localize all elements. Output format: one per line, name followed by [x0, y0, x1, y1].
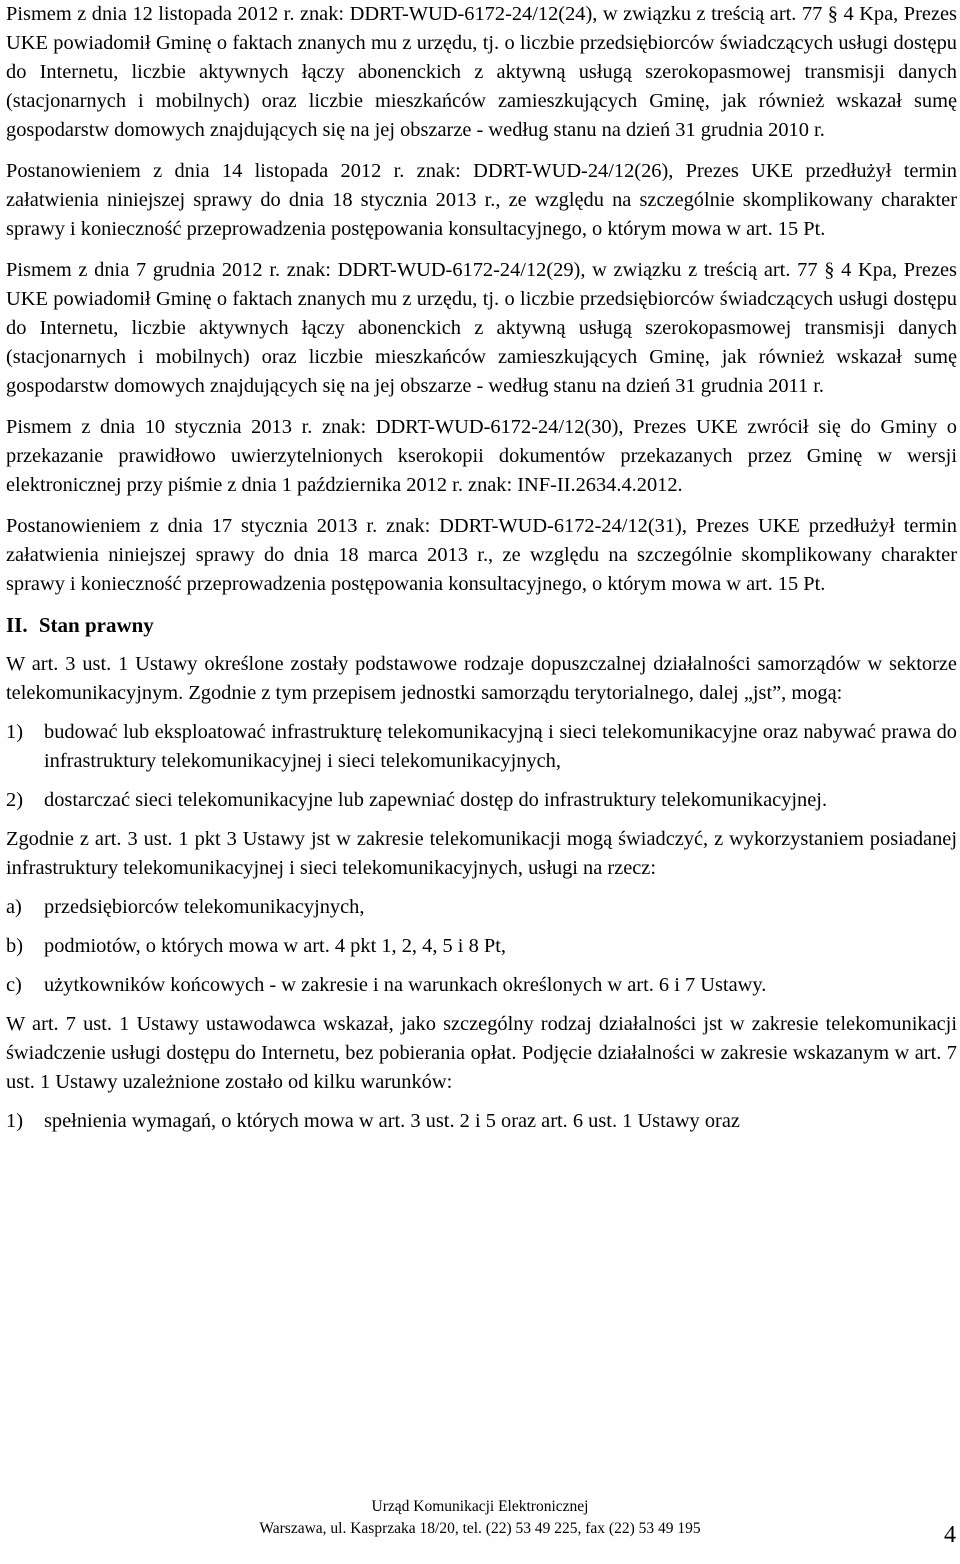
footer-address: Warszawa, ul. Kasprzaka 18/20, tel. (22) 53 49 225, fax (22) 53 49 195	[259, 1520, 701, 1537]
paragraph-postanowienie-17-stycznia: Postanowieniem z dnia 17 stycznia 2013 r. znak: DDRT-WUD-6172-24/12(31), Prezes UKE przedłużył termin załatwienia niniejszej sprawy do dnia 18 marca 2013 r., ze względu na szczególnie skomplikowany charakter sprawy i konieczność przeprowadzenia postępowania konsultacyjnego, o którym mowa w art. 15 Pt.	[6, 515, 957, 595]
footer-office-name: Urząd Komunikacji Elektronicznej	[371, 1498, 589, 1515]
section-number: II.	[6, 613, 28, 637]
list-item-text: użytkowników końcowych - w zakresie i na warunkach określonych w art. 6 i 7 Ustawy.	[44, 974, 767, 996]
list-item-text: przedsiębiorców telekomunikacyjnych,	[44, 896, 365, 918]
paragraph-art3-intro: W art. 3 ust. 1 Ustawy określone zostały podstawowe rodzaje dopuszczalnej działalności samorządów w sektorze telekomunikacyjnym. Zgodnie z tym przepisem jednostki samorządu terytorialnego, dalej „jst”, mogą:	[6, 653, 957, 704]
list-marker: 2)	[6, 789, 23, 811]
list-item	[6, 718, 957, 776]
list-item-text: spełnienia wymagań, o których mowa w art. 3 ust. 2 i 5 oraz art. 6 ust. 1 Ustawy oraz	[44, 1110, 740, 1132]
paragraph-letter-10-stycznia: Pismem z dnia 10 stycznia 2013 r. znak: DDRT-WUD-6172-24/12(30), Prezes UKE zwrócił się do Gminy o przekazanie prawidłowo uwierzytelnionych kserokopii dokumentów przekazanych przez Gminę w wersji elektronicznej przy piśmie z dnia 1 października 2012 r. znak: INF-II.2634.4.2012.	[6, 416, 957, 496]
list-item	[6, 932, 957, 961]
list-item	[6, 971, 957, 1000]
paragraph-art3-pkt3-intro: Zgodnie z art. 3 ust. 1 pkt 3 Ustawy jst w zakresie telekomunikacji mogą świadczyć, z wykorzystaniem posiadanej infrastruktury telekomunikacyjnej i sieci telekomunikacyjnych, usługi na rzecz:	[6, 828, 957, 879]
section-heading	[6, 611, 957, 640]
list-item	[6, 893, 957, 922]
document-page	[6, 0, 957, 1142]
list-item-text: budować lub eksploatować infrastrukturę telekomunikacyjną i sieci telekomunikacyjne oraz nabywać prawa do infrastruktury telekomunikacyjnej i sieci telekomunikacyjnych,	[44, 721, 957, 772]
paragraph-art7-intro: W art. 7 ust. 1 Ustawy ustawodawca wskazał, jako szczególny rodzaj działalności jst w zakresie telekomunikacji świadczenie usługi dostępu do Internetu, bez pobierania opłat. Podjęcie działalności w zakresie wskazanym w art. 7 ust. 1 Ustawy uzależnione zostało od kilku warunków:	[6, 1013, 957, 1093]
list-marker: c)	[6, 974, 22, 996]
list-marker: a)	[6, 896, 22, 918]
section-title: Stan prawny	[38, 613, 154, 637]
list-marker: b)	[6, 935, 23, 957]
page-number: 4	[944, 1522, 956, 1548]
paragraph-postanowienie-14-listopada: Postanowieniem z dnia 14 listopada 2012 r. znak: DDRT-WUD-24/12(26), Prezes UKE przedłużył termin załatwienia niniejszej sprawy do dnia 18 stycznia 2013 r., ze względu na szczególnie skomplikowany charakter sprawy i konieczność przeprowadzenia postępowania konsultacyjnego, o którym mowa w art. 15 Pt.	[6, 160, 957, 240]
paragraph-letter-12-listopada: Pismem z dnia 12 listopada 2012 r. znak: DDRT-WUD-6172-24/12(24), w związku z treścią art. 77 § 4 Kpa, Prezes UKE powiadomił Gminę o faktach znanych mu z urzędu, tj. o liczbie przedsiębiorców świadczących usługi dostępu do Internetu, liczbie aktywnych łączy abonenckich z aktywną usługą szerokopasmowej transmisji danych (stacjonarnych i mobilnych) oraz liczbie mieszkańców zamieszkujących Gminę, jak również wskazał sumę gospodarstw domowych znajdujących się na jej obszarze - według stanu na dzień 31 grudnia 2010 r.	[6, 3, 957, 141]
list-item-text: podmiotów, o których mowa w art. 4 pkt 1, 2, 4, 5 i 8 Pt,	[44, 935, 506, 957]
list-marker: 1)	[6, 1110, 23, 1132]
list-marker: 1)	[6, 721, 23, 743]
list-item	[6, 786, 957, 815]
list-item-text: dostarczać sieci telekomunikacyjne lub zapewniać dostęp do infrastruktury telekomunikacyjnej.	[44, 789, 828, 811]
paragraph-letter-7-grudnia: Pismem z dnia 7 grudnia 2012 r. znak: DDRT-WUD-6172-24/12(29), w związku z treścią art. 77 § 4 Kpa, Prezes UKE powiadomił Gminę o faktach znanych mu z urzędu, tj. o liczbie przedsiębiorców świadczących usługi dostępu do Internetu, liczbie aktywnych łączy abonenckich z aktywną usługą szerokopasmowej transmisji danych (stacjonarnych i mobilnych) oraz liczbie mieszkańców zamieszkujących Gminę, jak również wskazał sumę gospodarstw domowych znajdujących się na jej obszarze - według stanu na dzień 31 grudnia 2011 r.	[6, 259, 957, 397]
page-footer	[0, 1496, 960, 1540]
list-item	[6, 1107, 957, 1136]
